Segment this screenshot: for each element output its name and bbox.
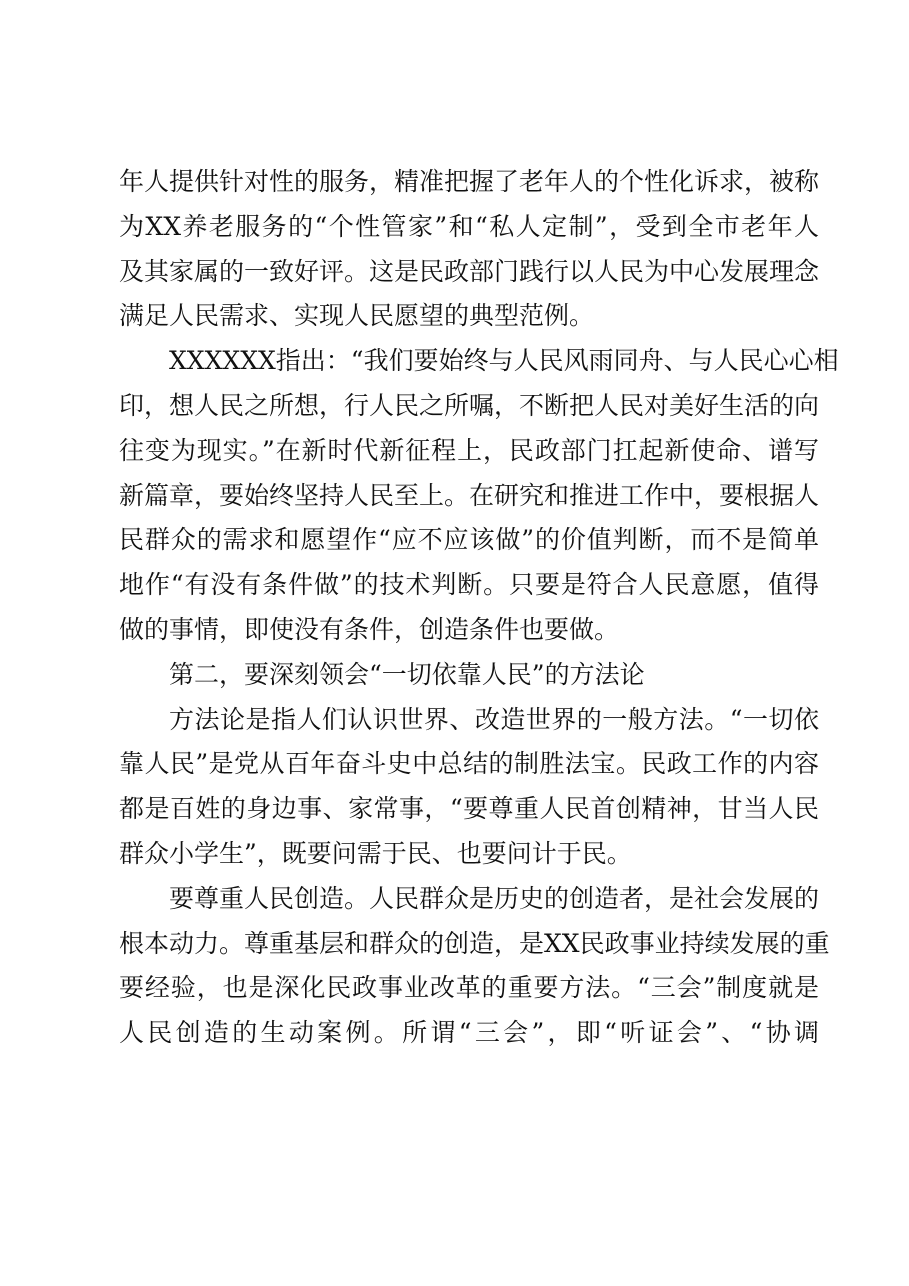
text-line: 都是百姓的身边事、家常事，“要尊重人民首创精神，甘当人民 [119,794,819,824]
text-line: 根本动力。尊重基层和群众的创造，是XX民政事业持续发展的重 [119,928,830,958]
text-line: 及其家属的一致好评。这是民政部门践行以人民为中心发展理念 [119,256,820,286]
text-line: 方法论是指人们认识世界、改造世界的一般方法。“一切依 [169,704,819,734]
text-line: XXXXXX指出：“我们要始终与人民风雨同舟、与人民心心相 [169,346,839,376]
text-line: 群众小学生”，既要问需于民、也要问计于民。 [119,838,632,868]
text-line: 满足人民需求、实现人民愿望的典型范例。 [119,301,595,331]
text-line: 民群众的需求和愿望作“应不应该做”的价值判断，而不是简单 [119,525,819,555]
document-body [119,160,839,1056]
text-line: 为XX养老服务的“个性管家”和“私人定制”，受到全市老年人 [119,211,819,241]
text-line: 新篇章，要始终坚持人民至上。在研究和推进工作中，要根据人 [119,480,820,510]
text-line: 靠人民”是党从百年奋斗史中总结的制胜法宝。民政工作的内容 [119,749,819,779]
text-line: 人民创造的生动案例。所谓“三会”，即“听证会”、“协调 [119,1018,819,1048]
section-heading: 第二，要深刻领会“一切依靠人民”的方法论 [169,659,645,689]
text-line: 要经验，也是深化民政事业改革的重要方法。“三会”制度就是 [119,973,819,1003]
text-line: 印，想人民之所想，行人民之所嘱，不断把人民对美好生活的向 [119,390,820,420]
text-line: 要尊重人民创造。人民群众是历史的创造者，是社会发展的 [169,883,820,913]
text-line: 做的事情，即使没有条件，创造条件也要做。 [119,614,620,644]
text-line: 年人提供针对性的服务，精准把握了老年人的个性化诉求，被称 [119,167,820,196]
text-line: 往变为现实。”在新时代新征程上，民政部门扛起新使命、谱写 [119,435,819,465]
text-line: 地作“有没有条件做”的技术判断。只要是符合人民意愿，值得 [119,570,819,600]
